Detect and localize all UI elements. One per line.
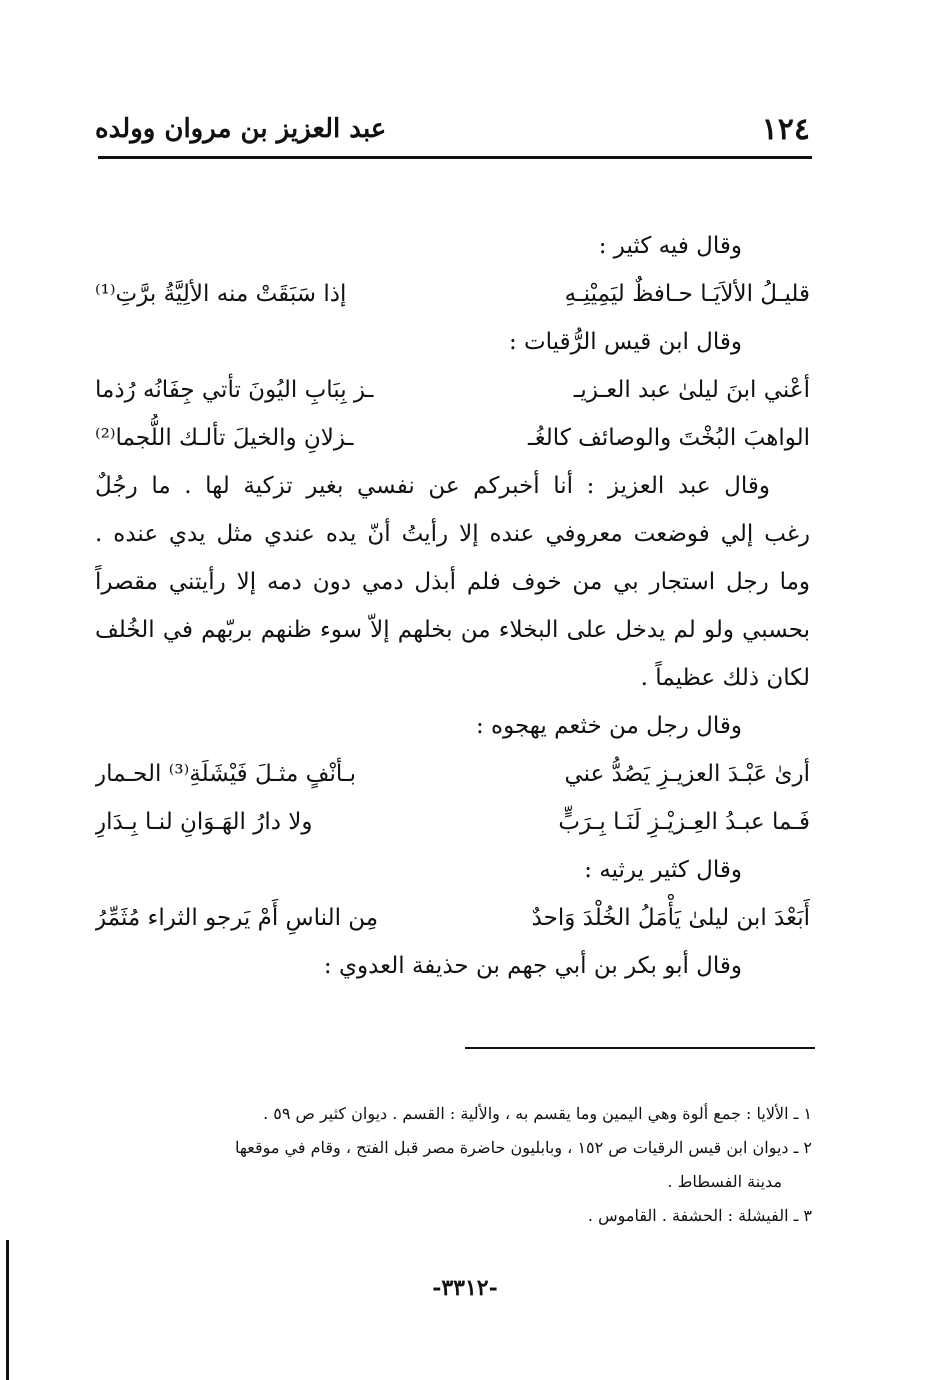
verse-second-hemistich: ـز بِبَابِ اليُونَ تأتي جِفَانُه رُذما [95,377,374,403]
verse-second-hemistich: ولا دارُ الهَـوَانِ لنـا بِـدَارِ [95,809,313,835]
poem-intro: وقال فيه كثير : [598,233,742,259]
page-header [95,112,810,162]
prose-line: رغب إلي فوضعت معروفي عنده إلا رأيتُ أنّ يده عندي مثل يدي عنده . [95,521,810,547]
poem-intro: وقال أبو بكر بن أبي جهم بن حذيفة العدوي : [323,953,742,979]
running-title: عبد العزيز بن مروان وولده [95,114,387,144]
prose-line: لكان ذلك عظيماً . [640,665,810,691]
verse-line [95,894,810,942]
verse-first-hemistich: أعْني ابنَ ليلىٰ عبد العـزيـ [573,377,810,403]
verse-second-hemistich: ـزلانِ والخيلَ تألـك اللُّجما⁽²⁾ [95,425,354,451]
footnotes [95,1097,812,1233]
verse-line [95,366,810,414]
verse-second-hemistich: بـأنْفٍ مثـلَ فَيْشَلَةِ⁽³⁾ الحـمار [95,761,357,787]
verse-first-hemistich: أَبَعْدَ ابن ليلىٰ يَأْمَلُ الخُلْدَ وَاحدٌ [531,905,810,931]
verse-first-hemistich: فَـما عبـدُ العِـزيْـزِ لَنَـا بِـرَبٍّ [558,809,810,835]
prose-line: وما رجل استجار بي من خوف فلم أبذل دمي دون دمه إلا رأيتني مقصراً [95,569,810,595]
verse-first-hemistich: أرىٰ عَبْـدَ العزيـزِ يَصُدُّ عني [564,761,810,787]
header-rule [98,156,812,159]
verse-first-hemistich: قليـلُ الألاَيَـا حـافظٌ ليَمِيْنِـهِ [564,281,810,307]
verse-line [95,798,810,846]
folio-number: -٣٣١٢- [432,1275,498,1301]
prose-line: وقال عبد العزيز : أنا أخبركم عن نفسي بغير تزكية لها . ما رجُلٌ [95,473,770,499]
poem-intro: وقال ابن قيس الرُّقيات : [508,329,742,355]
footnote-2-continuation: مدينة الفسطاط . [667,1172,782,1191]
main-text [95,222,810,990]
verse-second-hemistich: مِن الناسِ أَمْ يَرجو الثراء مُثَمِّرُ [95,905,379,931]
footnote-3: ٣ ـ الفيشلة : الحشفة . القاموس . [587,1206,812,1225]
footnote-separator [465,1047,815,1049]
poem-intro: وقال رجل من خثعم يهجوه : [475,713,742,739]
verse-first-hemistich: الواهبَ البُخْتَ والوصائف كالغُـ [527,425,810,451]
prose-line: بحسبي ولو لم يدخل على البخلاء من بخلهم إلاّ سوء ظنهم بربّهم في الخُلف [95,617,810,643]
page-number: ١٢٤ [761,112,810,147]
verse-second-hemistich: إذا سَبَقَتْ منه الألِيَّةُ برَّتِ⁽¹⁾ [95,281,347,307]
poem-intro: وقال كثير يرثيه : [584,857,742,883]
verse-line [95,750,810,798]
verse-line [95,270,810,318]
verse-line [95,414,810,462]
footnote-1: ١ ـ الألايا : جمع ألوة وهي اليمين وما يقسم به ، والألية : القسم . ديوان كثير ص ٥٩ . [263,1104,812,1123]
footnote-2: ٢ ـ ديوان ابن قيس الرقيات ص ١٥٢ ، وبابليون حاضرة مصر قبل الفتح ، وقام في موقعها [235,1138,812,1157]
scan-margin-line [6,1240,9,1380]
